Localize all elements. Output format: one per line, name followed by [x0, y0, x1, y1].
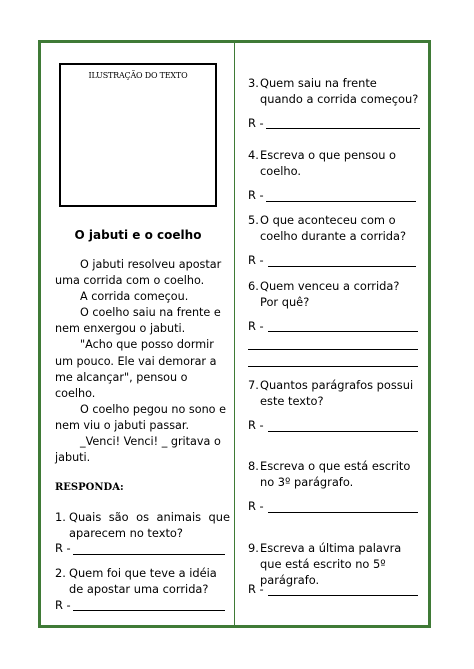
story-paragraph: _Venci! Venci! _ gritava o jabuti.	[55, 435, 221, 465]
question-number: 8.	[248, 459, 259, 473]
question-2	[55, 565, 230, 597]
question-number: 6.	[248, 279, 259, 293]
question-text: Quem venceu a corrida? Por quê?	[260, 279, 400, 309]
illustration-label: ILUSTRAÇÃO DO TEXTO	[88, 71, 188, 80]
answer-label: R -	[55, 598, 71, 612]
question-text: Quais são os animais que aparecem no texto?	[69, 510, 230, 540]
story-paragraph: O jabuti resolveu apostar uma corrida com o coelho.	[55, 258, 222, 288]
question-number: 5.	[248, 213, 259, 227]
question-3	[248, 75, 423, 107]
answer-label: R -	[248, 499, 264, 513]
answer-label: R -	[248, 253, 264, 267]
question-text: Quem saiu na frente quando a corrida começou?	[260, 76, 419, 106]
story-text	[55, 257, 227, 466]
responda-heading: RESPONDA:	[55, 482, 124, 493]
answer-line[interactable]	[268, 512, 418, 513]
question-text: Escreva o que está escrito no 3º parágrafo.	[260, 459, 411, 489]
question-number: 9.	[248, 541, 259, 555]
question-number: 7.	[248, 378, 259, 392]
question-5	[248, 212, 426, 244]
answer-label: R -	[248, 418, 264, 432]
story-paragraph: O coelho saiu na frente e nem enxergou o jabuti.	[55, 306, 221, 336]
question-6	[248, 278, 418, 310]
question-number: 2.	[55, 566, 66, 580]
answer-label: R -	[248, 319, 264, 333]
answer-label: R -	[248, 116, 264, 130]
answer-label: R -	[55, 541, 71, 555]
answer-line[interactable]	[266, 201, 416, 202]
question-text: Escreva o que pensou o coelho.	[260, 148, 397, 178]
answer-label: R -	[248, 582, 264, 596]
question-9	[248, 540, 424, 588]
answer-line[interactable]	[73, 554, 225, 555]
answer-line[interactable]	[268, 431, 418, 432]
story-paragraph: "Acho que posso dormir um pouco. Ele vai demorar a me alcançar", pensou o coelho.	[55, 338, 217, 400]
answer-line[interactable]	[248, 366, 418, 367]
answer-line[interactable]	[268, 331, 418, 332]
story-title: O jabuti e o coelho	[74, 228, 202, 242]
column-divider	[234, 40, 236, 628]
illustration-box	[59, 63, 217, 207]
question-number: 1.	[55, 510, 66, 524]
question-text: Quem foi que teve a idéia de apostar uma corrida?	[69, 566, 217, 596]
question-text: Escreva a última palavra que está escrito no 5º parágrafo.	[260, 541, 402, 587]
question-1	[55, 509, 230, 541]
answer-line[interactable]	[268, 595, 418, 596]
answer-line[interactable]	[268, 266, 416, 267]
story-paragraph: A corrida começou.	[80, 290, 189, 304]
story-paragraph: O coelho pegou no sono e nem viu o jabuti passar.	[55, 402, 226, 432]
answer-label: R -	[248, 188, 264, 202]
question-8	[248, 458, 424, 490]
answer-line[interactable]	[266, 128, 420, 129]
answer-line[interactable]	[73, 610, 225, 611]
question-text: Quantos parágrafos possui este texto?	[260, 378, 414, 408]
question-text: O que aconteceu com o coelho durante a corrida?	[260, 213, 407, 243]
answer-line[interactable]	[248, 349, 418, 350]
question-7	[248, 377, 423, 409]
question-number: 4.	[248, 148, 259, 162]
question-4	[248, 147, 423, 179]
question-number: 3.	[248, 76, 259, 90]
